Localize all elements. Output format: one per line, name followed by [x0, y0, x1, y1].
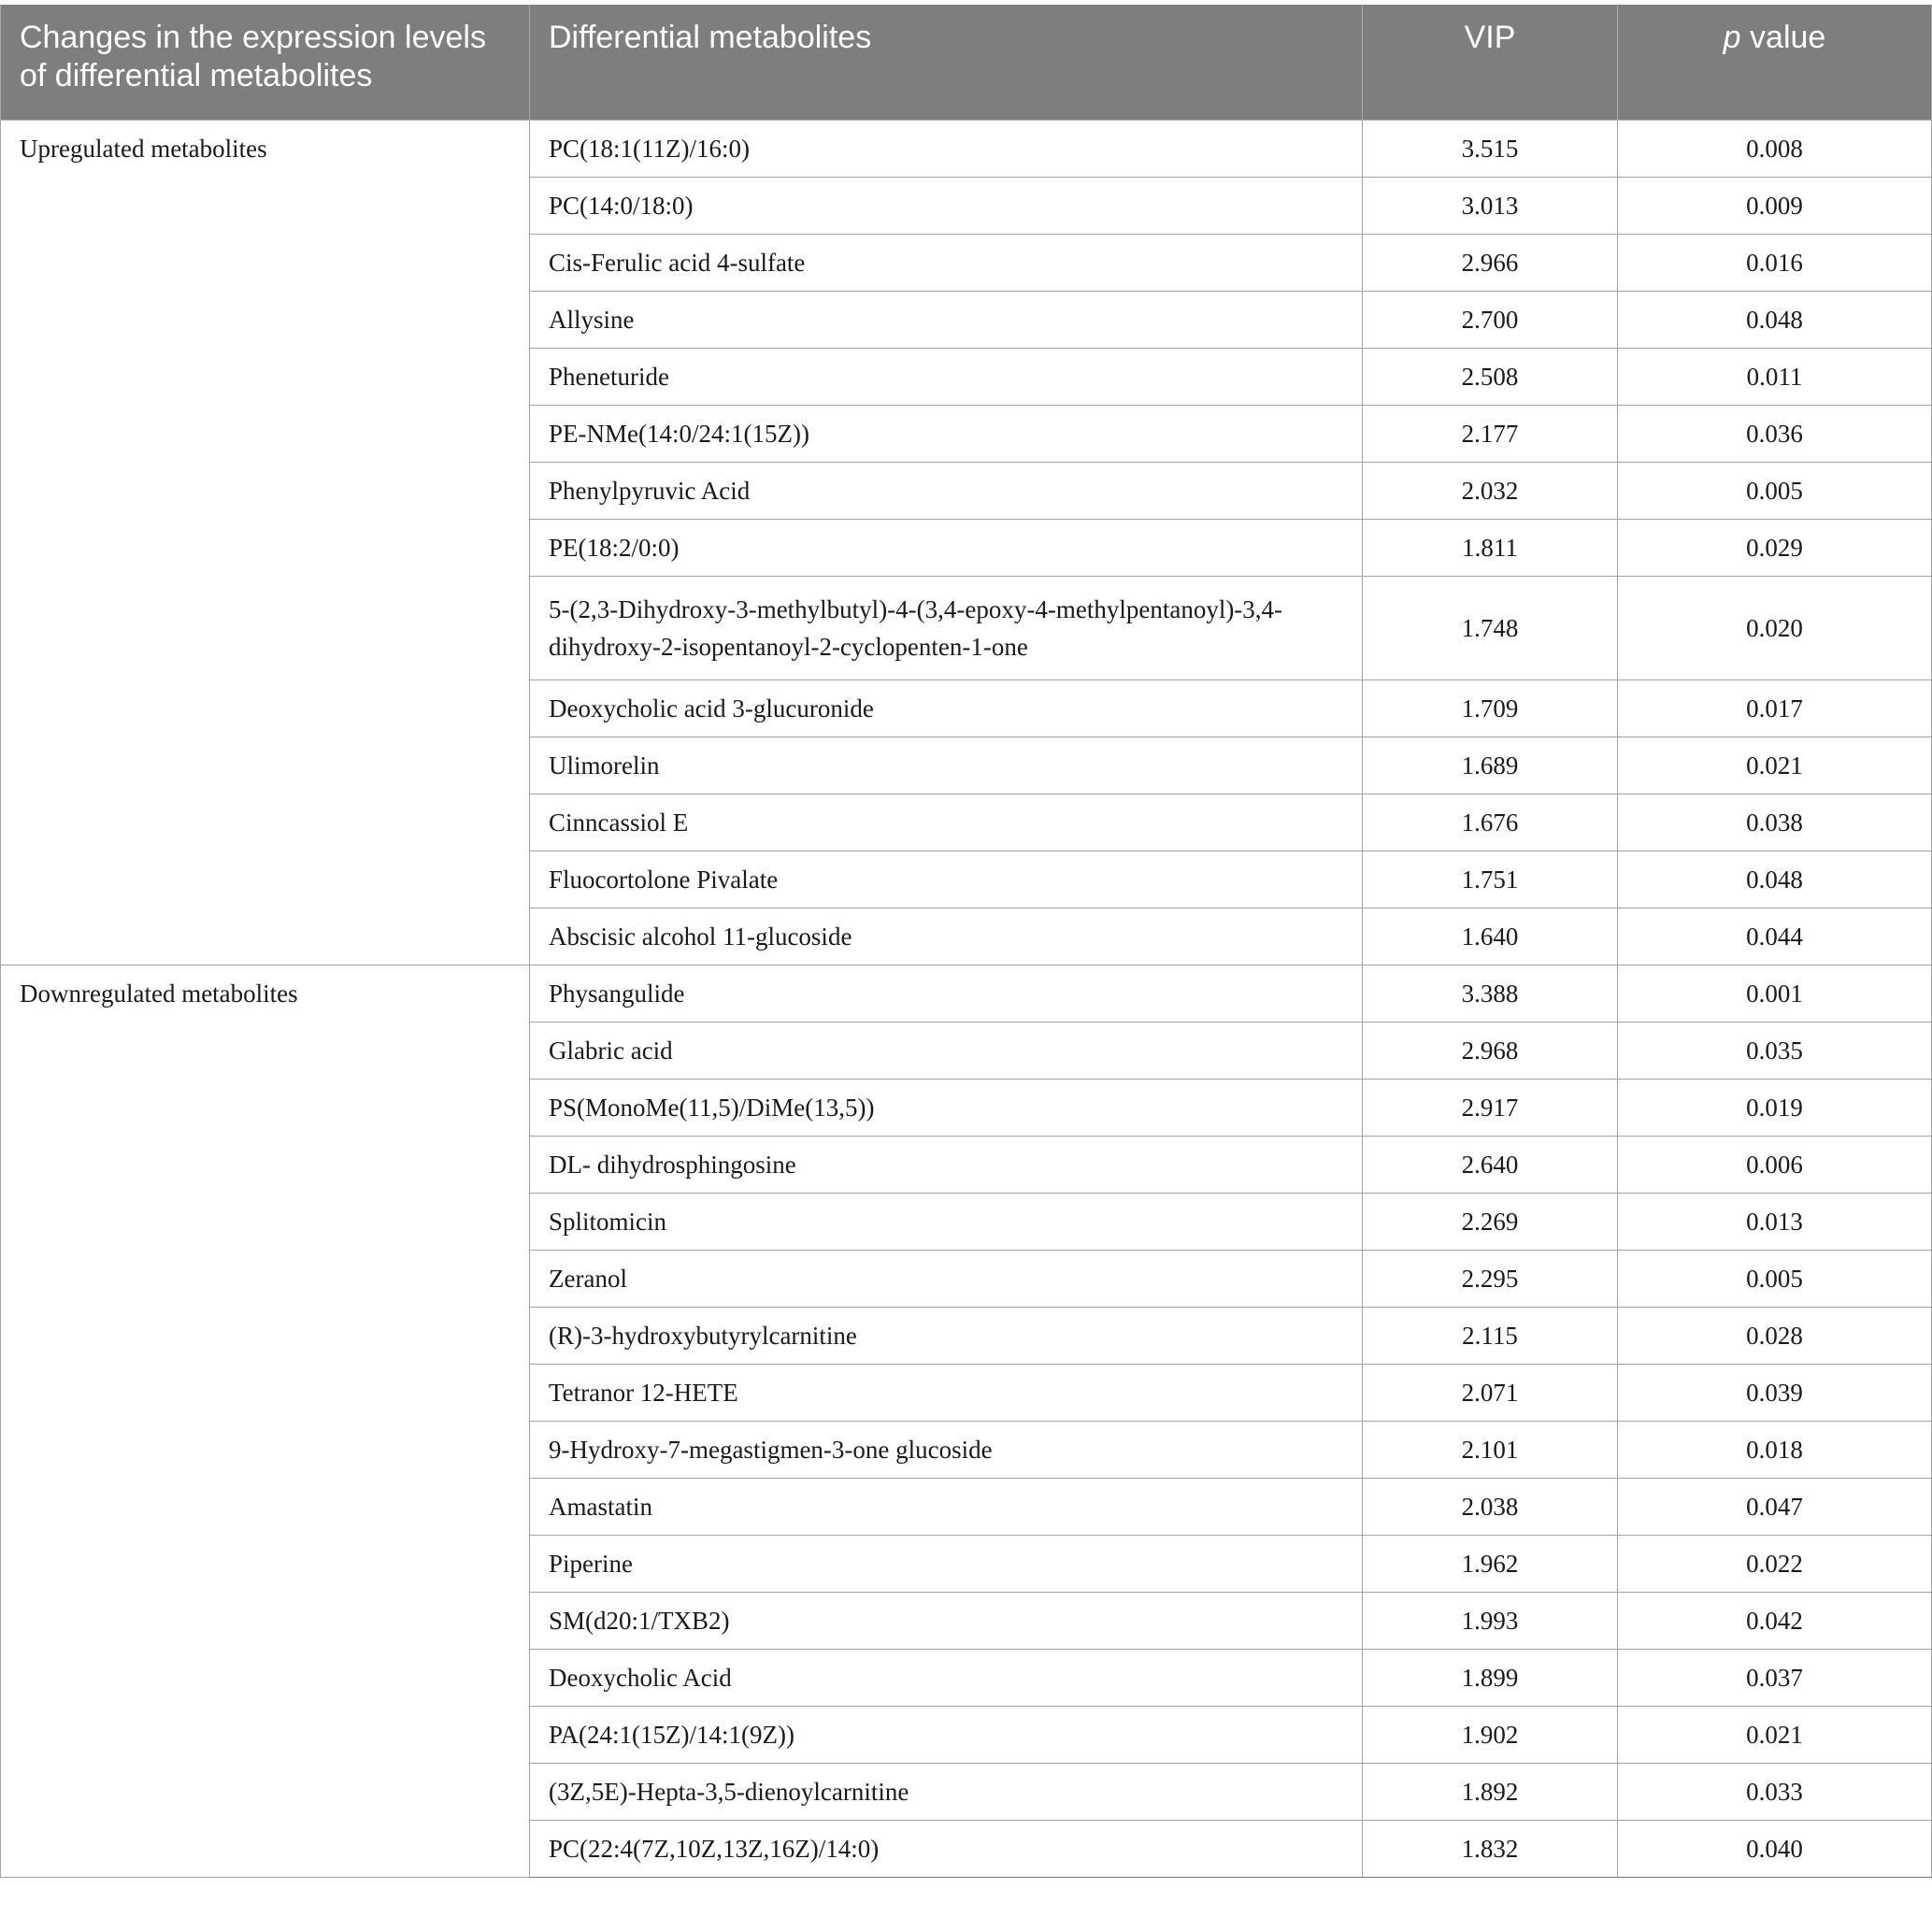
- table-row: [1, 121, 1932, 178]
- p-value-cell: 0.020: [1618, 577, 1932, 680]
- vip-cell: 2.917: [1363, 1080, 1618, 1137]
- vip-cell: 2.295: [1363, 1251, 1618, 1308]
- p-value-cell: 0.039: [1618, 1365, 1932, 1422]
- p-value-cell: 0.033: [1618, 1764, 1932, 1821]
- p-value-cell: 0.037: [1618, 1650, 1932, 1707]
- vip-cell: 2.508: [1363, 349, 1618, 406]
- vip-cell: 3.515: [1363, 121, 1618, 178]
- p-value-cell: 0.001: [1618, 966, 1932, 1023]
- metabolite-name-cell: PE-NMe(14:0/24:1(15Z)): [530, 406, 1363, 463]
- metabolite-name-cell: PA(24:1(15Z)/14:1(9Z)): [530, 1707, 1363, 1764]
- metabolite-name-cell: Ulimorelin: [530, 737, 1363, 794]
- p-value-cell: 0.005: [1618, 1251, 1932, 1308]
- metabolite-name-cell: SM(d20:1/TXB2): [530, 1593, 1363, 1650]
- vip-cell: 1.962: [1363, 1536, 1618, 1593]
- p-value-cell: 0.005: [1618, 463, 1932, 520]
- vip-cell: 1.899: [1363, 1650, 1618, 1707]
- metabolite-name-cell: Cinncassiol E: [530, 794, 1363, 851]
- p-value-cell: 0.016: [1618, 235, 1932, 292]
- vip-cell: 1.640: [1363, 908, 1618, 966]
- metabolite-name-cell: 5-(2,3-Dihydroxy-3-methylbutyl)-4-(3,4-epoxy-4-methylpentanoyl)-3,4-dihydroxy-2-isopentanoyl-2-cyclopenten-1-one: [530, 577, 1363, 680]
- p-value-cell: 0.018: [1618, 1422, 1932, 1479]
- vip-cell: 2.032: [1363, 463, 1618, 520]
- metabolite-name-cell: Amastatin: [530, 1479, 1363, 1536]
- p-value-cell: 0.019: [1618, 1080, 1932, 1137]
- group-label: Downregulated metabolites: [1, 966, 530, 1878]
- header-p-symbol: p: [1723, 20, 1741, 55]
- vip-cell: 1.902: [1363, 1707, 1618, 1764]
- vip-cell: 2.700: [1363, 292, 1618, 349]
- vip-cell: 1.892: [1363, 1764, 1618, 1821]
- p-value-cell: 0.013: [1618, 1194, 1932, 1251]
- metabolite-name-cell: DL- dihydrosphingosine: [530, 1137, 1363, 1194]
- p-value-cell: 0.029: [1618, 520, 1932, 577]
- header-p-suffix: value: [1740, 20, 1826, 55]
- p-value-cell: 0.035: [1618, 1023, 1932, 1080]
- vip-cell: 2.038: [1363, 1479, 1618, 1536]
- vip-cell: 3.388: [1363, 966, 1618, 1023]
- p-value-cell: 0.022: [1618, 1536, 1932, 1593]
- vip-cell: 1.689: [1363, 737, 1618, 794]
- p-value-cell: 0.036: [1618, 406, 1932, 463]
- vip-cell: 1.751: [1363, 851, 1618, 908]
- p-value-cell: 0.048: [1618, 851, 1932, 908]
- metabolite-name-cell: Piperine: [530, 1536, 1363, 1593]
- metabolite-name-cell: (3Z,5E)-Hepta-3,5-dienoylcarnitine: [530, 1764, 1363, 1821]
- header-p-value: [1618, 5, 1932, 121]
- metabolite-name-cell: Cis-Ferulic acid 4-sulfate: [530, 235, 1363, 292]
- metabolite-name-cell: Tetranor 12-HETE: [530, 1365, 1363, 1422]
- p-value-cell: 0.040: [1618, 1821, 1932, 1878]
- table-header: [1, 5, 1932, 121]
- metabolite-name-cell: Zeranol: [530, 1251, 1363, 1308]
- group-label: Upregulated metabolites: [1, 121, 530, 966]
- vip-cell: 1.993: [1363, 1593, 1618, 1650]
- metabolite-name-cell: 9-Hydroxy-7-megastigmen-3-one glucoside: [530, 1422, 1363, 1479]
- header-change: Changes in the expression levels of differential metabolites: [1, 5, 530, 121]
- metabolite-name-cell: Deoxycholic Acid: [530, 1650, 1363, 1707]
- table-body: [1, 121, 1932, 1878]
- metabolite-name-cell: PE(18:2/0:0): [530, 520, 1363, 577]
- metabolite-name-cell: Fluocortolone Pivalate: [530, 851, 1363, 908]
- metabolites-table-container: [0, 5, 1931, 1878]
- metabolite-name-cell: Deoxycholic acid 3-glucuronide: [530, 680, 1363, 737]
- metabolite-name-cell: Phenylpyruvic Acid: [530, 463, 1363, 520]
- metabolites-table: [0, 5, 1932, 1878]
- vip-cell: 3.013: [1363, 178, 1618, 235]
- metabolite-name-cell: Glabric acid: [530, 1023, 1363, 1080]
- header-vip: VIP: [1363, 5, 1618, 121]
- vip-cell: 1.811: [1363, 520, 1618, 577]
- vip-cell: 2.101: [1363, 1422, 1618, 1479]
- metabolite-name-cell: PC(14:0/18:0): [530, 178, 1363, 235]
- p-value-cell: 0.006: [1618, 1137, 1932, 1194]
- metabolite-name-cell: PS(MonoMe(11,5)/DiMe(13,5)): [530, 1080, 1363, 1137]
- table-row: [1, 966, 1932, 1023]
- p-value-cell: 0.021: [1618, 737, 1932, 794]
- metabolite-name-cell: PC(18:1(11Z)/16:0): [530, 121, 1363, 178]
- vip-cell: 1.748: [1363, 577, 1618, 680]
- p-value-cell: 0.042: [1618, 1593, 1932, 1650]
- vip-cell: 2.966: [1363, 235, 1618, 292]
- vip-cell: 2.269: [1363, 1194, 1618, 1251]
- vip-cell: 2.640: [1363, 1137, 1618, 1194]
- metabolite-name-cell: Physangulide: [530, 966, 1363, 1023]
- vip-cell: 2.071: [1363, 1365, 1618, 1422]
- vip-cell: 2.177: [1363, 406, 1618, 463]
- p-value-cell: 0.009: [1618, 178, 1932, 235]
- metabolite-name-cell: Allysine: [530, 292, 1363, 349]
- p-value-cell: 0.044: [1618, 908, 1932, 966]
- p-value-cell: 0.017: [1618, 680, 1932, 737]
- header-metabolite: Differential metabolites: [530, 5, 1363, 121]
- vip-cell: 1.676: [1363, 794, 1618, 851]
- p-value-cell: 0.008: [1618, 121, 1932, 178]
- p-value-cell: 0.048: [1618, 292, 1932, 349]
- p-value-cell: 0.021: [1618, 1707, 1932, 1764]
- metabolite-name-cell: Abscisic alcohol 11-glucoside: [530, 908, 1363, 966]
- header-row: [1, 5, 1932, 121]
- metabolite-name-cell: Pheneturide: [530, 349, 1363, 406]
- metabolite-name-cell: PC(22:4(7Z,10Z,13Z,16Z)/14:0): [530, 1821, 1363, 1878]
- vip-cell: 1.832: [1363, 1821, 1618, 1878]
- p-value-cell: 0.038: [1618, 794, 1932, 851]
- p-value-cell: 0.028: [1618, 1308, 1932, 1365]
- metabolite-name-cell: Splitomicin: [530, 1194, 1363, 1251]
- metabolite-name-cell: (R)-3-hydroxybutyrylcarnitine: [530, 1308, 1363, 1365]
- vip-cell: 2.115: [1363, 1308, 1618, 1365]
- vip-cell: 1.709: [1363, 680, 1618, 737]
- p-value-cell: 0.047: [1618, 1479, 1932, 1536]
- vip-cell: 2.968: [1363, 1023, 1618, 1080]
- p-value-cell: 0.011: [1618, 349, 1932, 406]
